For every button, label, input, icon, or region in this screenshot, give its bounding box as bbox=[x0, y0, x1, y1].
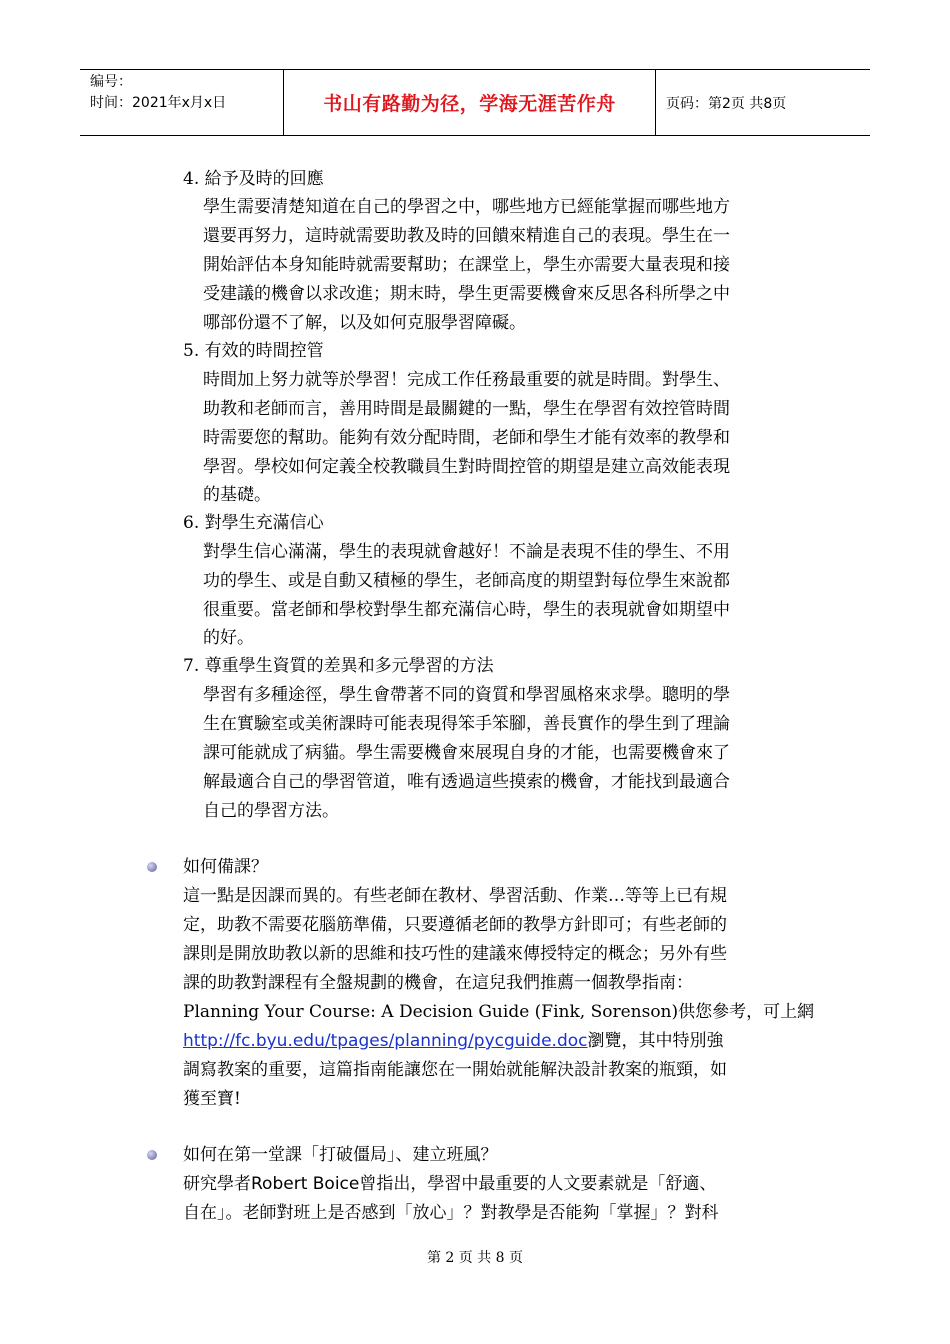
prep-line-7: 調寫教案的重要，這篇指南能讓您在一開始就能解決設計教案的瓶頸，如 bbox=[183, 1060, 727, 1080]
section-4-line-1: 學生需要清楚知道在自己的學習之中，哪些地方已經能掌握而哪些地方 bbox=[203, 197, 730, 217]
section-5-line-1: 時間加上努力就等於學習！完成工作任務最重要的就是時間。對學生、 bbox=[203, 370, 730, 390]
section-7-line-1: 學習有多種途徑，學生會帶著不同的資質和學習風格來求學。聰明的學 bbox=[203, 685, 730, 705]
header-page-number: 页码：第2页 共8页 bbox=[666, 95, 787, 112]
section-5-line-3: 時需要您的幫助。能夠有效分配時間，老師和學生才能有效率的教學和 bbox=[203, 428, 730, 448]
firstclass-line-1 bbox=[183, 1170, 716, 1198]
section-7-line-5: 自己的學習方法。 bbox=[203, 801, 339, 821]
firstclass-line-1-post: 曾指出，學習中最重要的人文要素就是「舒適、 bbox=[359, 1174, 717, 1194]
section-4-heading: 4. 給予及時的回應 bbox=[183, 169, 324, 189]
section-7-line-3: 課可能就成了病貓。學生需要機會來展現自身的才能，也需要機會來了 bbox=[203, 743, 730, 763]
section-5-line-4: 學習。學校如何定義全校教職員生對時間控管的期望是建立高效能表現 bbox=[203, 457, 730, 477]
prep-line-2: 定，助教不需要花腦筋準備，只要遵循老師的教學方針即可；有些老師的 bbox=[183, 915, 727, 935]
section-7-line-2: 生在實驗室或美術課時可能表現得笨手笨腳，善長實作的學生到了理論 bbox=[203, 714, 730, 734]
guide-link[interactable]: http://fc.byu.edu/tpages/planning/pycguide.doc bbox=[183, 1031, 588, 1051]
prep-line-4: 課的助教對課程有全盤規劃的機會，在這兒我們推薦一個教學指南： bbox=[183, 973, 693, 993]
header-page-cell bbox=[656, 70, 870, 135]
document-time-label: 时间：2021年x月x日 bbox=[90, 95, 227, 111]
header-motto-cell bbox=[283, 70, 656, 135]
prep-link-line bbox=[183, 1027, 723, 1055]
section-6-heading: 6. 對學生充滿信心 bbox=[183, 513, 324, 533]
prep-title: 如何備課？ bbox=[183, 857, 268, 877]
section-4-line-3: 開始評估本身知能時就需要幫助；在課堂上，學生亦需要大量表現和接 bbox=[203, 255, 730, 275]
section-6-line-4: 的好。 bbox=[203, 628, 254, 648]
prep-line-8: 獲至寶! bbox=[183, 1089, 241, 1109]
prep-line-3: 課則是開放助教以新的思維和技巧性的建議來傳授特定的概念；另外有些 bbox=[183, 944, 727, 964]
section-4-line-5: 哪部份還不了解，以及如何克服學習障礙。 bbox=[203, 313, 526, 333]
section-5-heading: 5. 有效的時間控管 bbox=[183, 341, 324, 361]
page-header bbox=[80, 69, 870, 136]
section-6-line-1: 對學生信心滿滿，學生的表現就會越好！不論是表現不佳的學生、不用 bbox=[203, 542, 730, 562]
header-meta bbox=[80, 70, 283, 135]
section-4-line-2: 還要再努力，這時就需要助教及時的回饋來精進自己的表現。學生在一 bbox=[203, 226, 730, 246]
firstclass-line-2: 自在」。老師對班上是否感到「放心」？對教學是否能夠「掌握」？對科 bbox=[183, 1203, 719, 1223]
firstclass-title: 如何在第一堂課「打破僵局」、建立班風？ bbox=[183, 1145, 498, 1165]
section-5-line-5: 的基礎。 bbox=[203, 485, 271, 505]
prep-after-link: 瀏覽，其中特別強 bbox=[587, 1031, 724, 1051]
prep-line-1: 這一點是因課而異的。有些老師在教材、學習活動、作業…等等上已有規 bbox=[183, 886, 727, 906]
section-7-line-4: 解最適合自己的學習管道，唯有透過這些摸索的機會，才能找到最適合 bbox=[203, 772, 730, 792]
section-4-line-4: 受建議的機會以求改進；期末時，學生更需要機會來反思各科所學之中 bbox=[203, 284, 730, 304]
page-footer: 第 2 页 共 8 页 bbox=[426, 1250, 524, 1266]
researcher-name: Robert Boice bbox=[251, 1174, 360, 1194]
section-6-line-3: 很重要。當老師和學校對學生都充滿信心時，學生的表現就會如期望中 bbox=[203, 600, 730, 620]
bullet-icon bbox=[147, 862, 157, 872]
section-7-heading: 7. 尊重學生資質的差異和多元學習的方法 bbox=[183, 656, 494, 676]
document-number-label: 编号： bbox=[90, 74, 132, 90]
header-motto: 书山有路勤为径，学海无涯苦作舟 bbox=[323, 93, 616, 115]
firstclass-line-1-pre: 研究學者 bbox=[183, 1174, 251, 1194]
prep-guide-line: Planning Your Course: A Decision Guide (Fink, Sorenson)供您參考，可上網 bbox=[183, 1002, 815, 1022]
section-5-line-2: 助教和老師而言，善用時間是最關鍵的一點，學生在學習有效控管時間 bbox=[203, 399, 730, 419]
bullet-icon bbox=[147, 1150, 157, 1160]
section-6-line-2: 功的學生、或是自動又積極的學生，老師高度的期望對每位學生來說都 bbox=[203, 571, 730, 591]
